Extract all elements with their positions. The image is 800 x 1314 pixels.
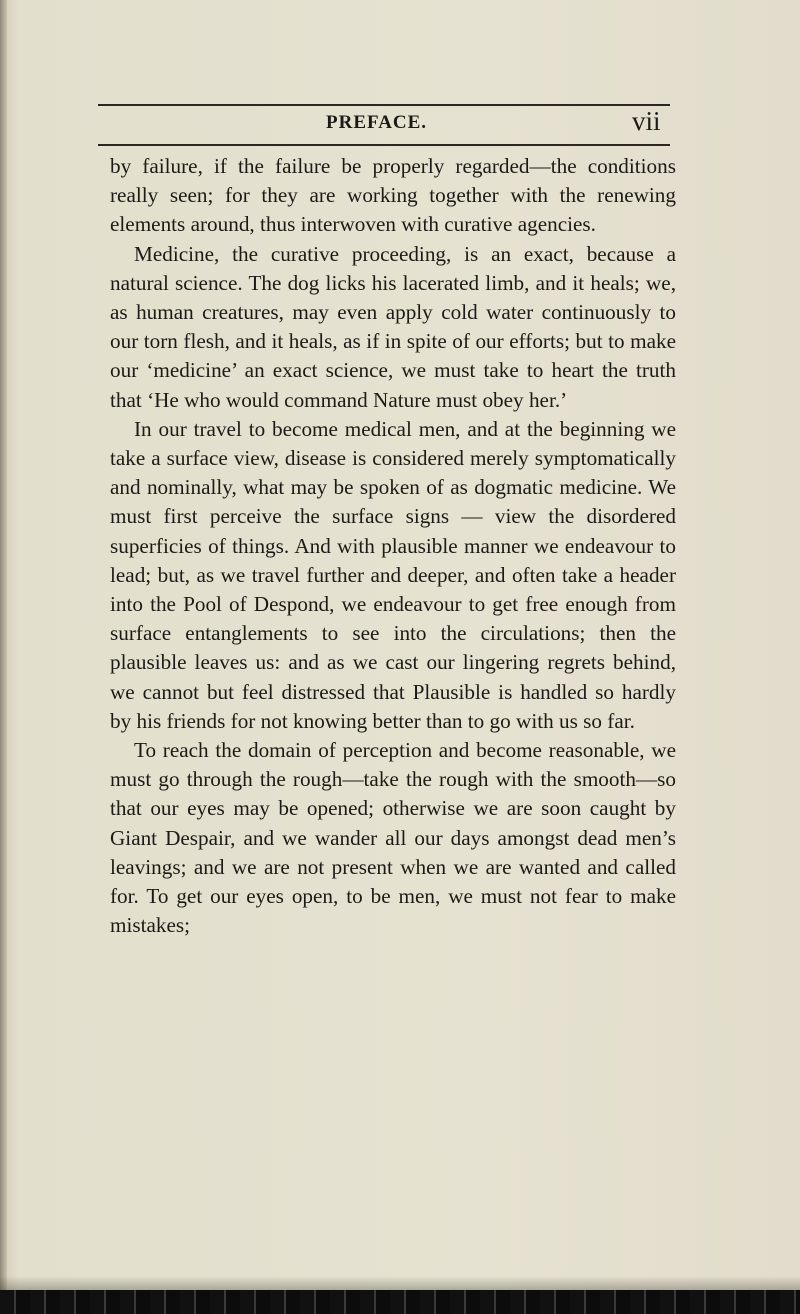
body-text	[110, 152, 676, 940]
page-gutter-edge	[0, 0, 7, 1314]
paragraph-1: by failure, if the failure be properly regarded—the conditions really seen; for they are working together with the renewing elements around, thus interwoven with curative agencies.	[110, 154, 676, 237]
paragraph-2: Medicine, the curative proceeding, is an exact, because a natural science. The dog licks his lacerated limb, and it heals; we, as human creatures, may even apply cold water continuously to our torn flesh, and it heals, as if in spite of our efforts; but to make our ‘medicine’ an exact science, we must take to heart the truth that ‘He who would command Nature must obey her.’	[110, 241, 676, 412]
scan-shadow	[0, 1276, 800, 1290]
paragraph-3: In our travel to become medical men, and at the beginning we take a surface view, disease is considered merely symptomatically and nominally, what may be spoken of as dogmatic medicine. We must first perceive the surface signs — view the disordered superficies of things. And with plausible manner we endeavour to lead; but, as we travel further and deeper, and often take a header into the Pool of Despond, we endeavour to get free enough from surface entanglements to see into the circulations; then the plausible leaves us: and as we cast our lingering regrets behind, we cannot but feel distressed that Plausible is handled so hardly by his friends for not knowing better than to go with us so far.	[110, 416, 676, 733]
paragraph-4: To reach the domain of perception and become reasonable, we must go through the rough—take the rough with the smooth—so that our eyes may be opened; otherwise we are soon caught by Giant Despair, and we wander all our days amongst dead men’s leavings; and we are not present when we are wanted and called for. To get our eyes open, to be men, we must not fear to make mistakes;	[110, 738, 676, 938]
header-rule-bottom	[98, 144, 670, 146]
running-head: PREFACE.	[326, 112, 428, 133]
page-number: vii	[632, 106, 661, 136]
scan-bottom-edge	[0, 1290, 800, 1314]
header-rule-top	[98, 104, 670, 106]
